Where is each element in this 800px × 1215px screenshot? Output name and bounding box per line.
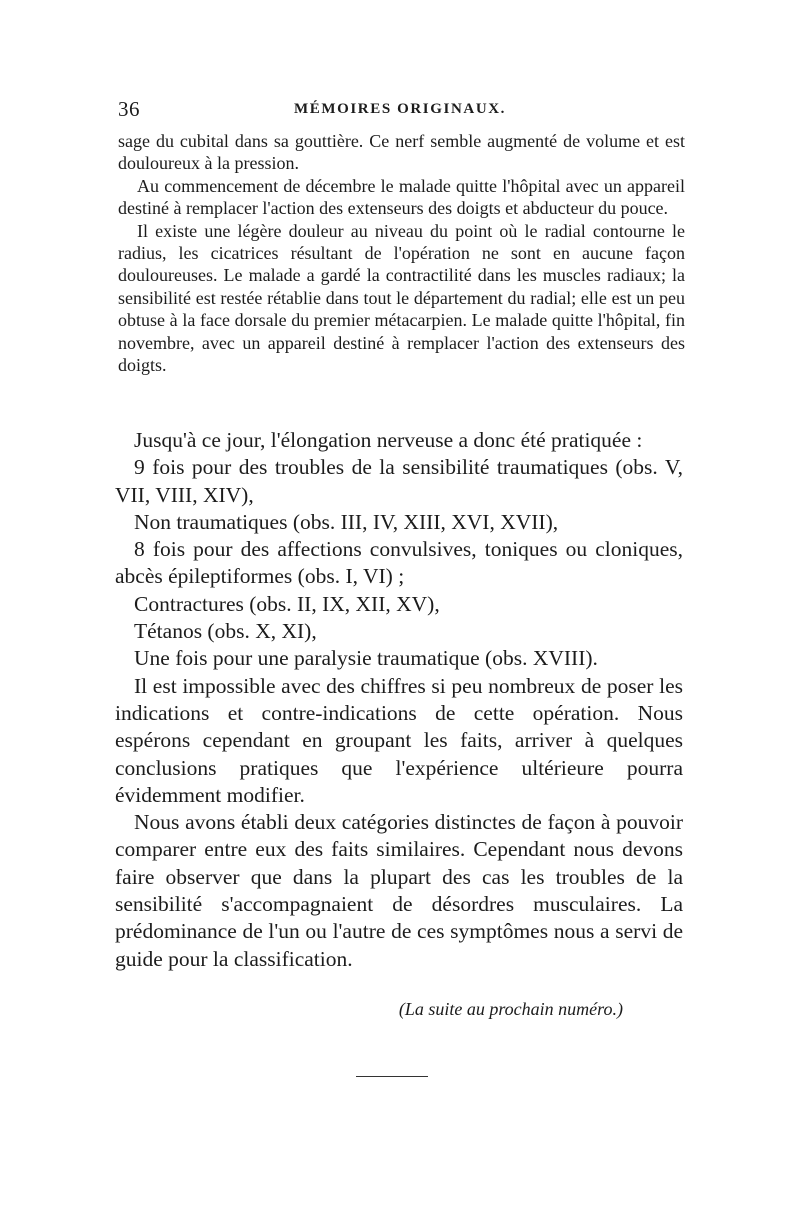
running-head: MÉMOIRES ORIGINAUX. bbox=[293, 101, 507, 117]
paragraph: Tétanos (obs. X, XI), bbox=[134, 619, 317, 644]
summary-text bbox=[115, 427, 683, 973]
paragraph: Nous avons établi deux catégories distinctes de façon à pouvoir comparer entre eux des faits similaires. Cependant nous devons faire observer que dans la plupart des cas les troubles de la sensibilité s'accompagnaient de désordres musculaires. La prédominance de l'un ou l'autre de ces symptômes nous a servi de guide pour la classification. bbox=[115, 810, 683, 971]
paragraph: Il existe une légère douleur au niveau du point où le radial contourne le radius, les cicatrices résultant de l'opération ne sont en aucune façon douloureuses. Le malade a gardé la contractilité dans les muscles radiaux; la sensibilité est restée rétablie dans tout le département du radial; elle est un peu obtuse à la face dorsale du premier métacarpien. Le malade quitte l'hôpital, fin novembre, avec un appareil destiné à remplacer l'action des extenseurs des doigts. bbox=[118, 220, 685, 376]
page-number: 36 bbox=[118, 97, 140, 121]
case-report-text bbox=[118, 130, 685, 376]
paragraph: 8 fois pour des affections convulsives, toniques ou cloniques, abcès épileptiformes (obs. I, VI) ; bbox=[115, 537, 683, 589]
continuation-note: (La suite au prochain numéro.) bbox=[398, 999, 623, 1019]
paragraph: sage du cubital dans sa gouttière. Ce nerf semble augmenté de volume et est douloureux à la pression. bbox=[118, 131, 685, 174]
paragraph: Non traumatiques (obs. III, IV, XIII, XVI, XVII), bbox=[134, 509, 559, 534]
paragraph: Jusqu'à ce jour, l'élongation nerveuse a donc été pratiquée : bbox=[134, 428, 643, 452]
paragraph: Au commencement de décembre le malade quitte l'hôpital avec un appareil destiné à remplacer l'action des extenseurs des doigts et abducteur du pouce. bbox=[118, 175, 685, 219]
paragraph: 9 fois pour des troubles de la sensibilité traumatiques (obs. V, VII, VIII, XIV), bbox=[115, 455, 683, 507]
end-rule bbox=[356, 1076, 428, 1077]
paragraph: Contractures (obs. II, IX, XII, XV), bbox=[134, 591, 440, 616]
paragraph: Il est impossible avec des chiffres si peu nombreux de poser les indications et contre-indications de cette opération. Nous espérons cependant en groupant les faits, arriver à quelques conclusions pratiques que l'expérience ultérieure pourra évidemment modifier. bbox=[115, 673, 683, 807]
paragraph: Une fois pour une paralysie traumatique (obs. XVIII). bbox=[134, 646, 598, 671]
